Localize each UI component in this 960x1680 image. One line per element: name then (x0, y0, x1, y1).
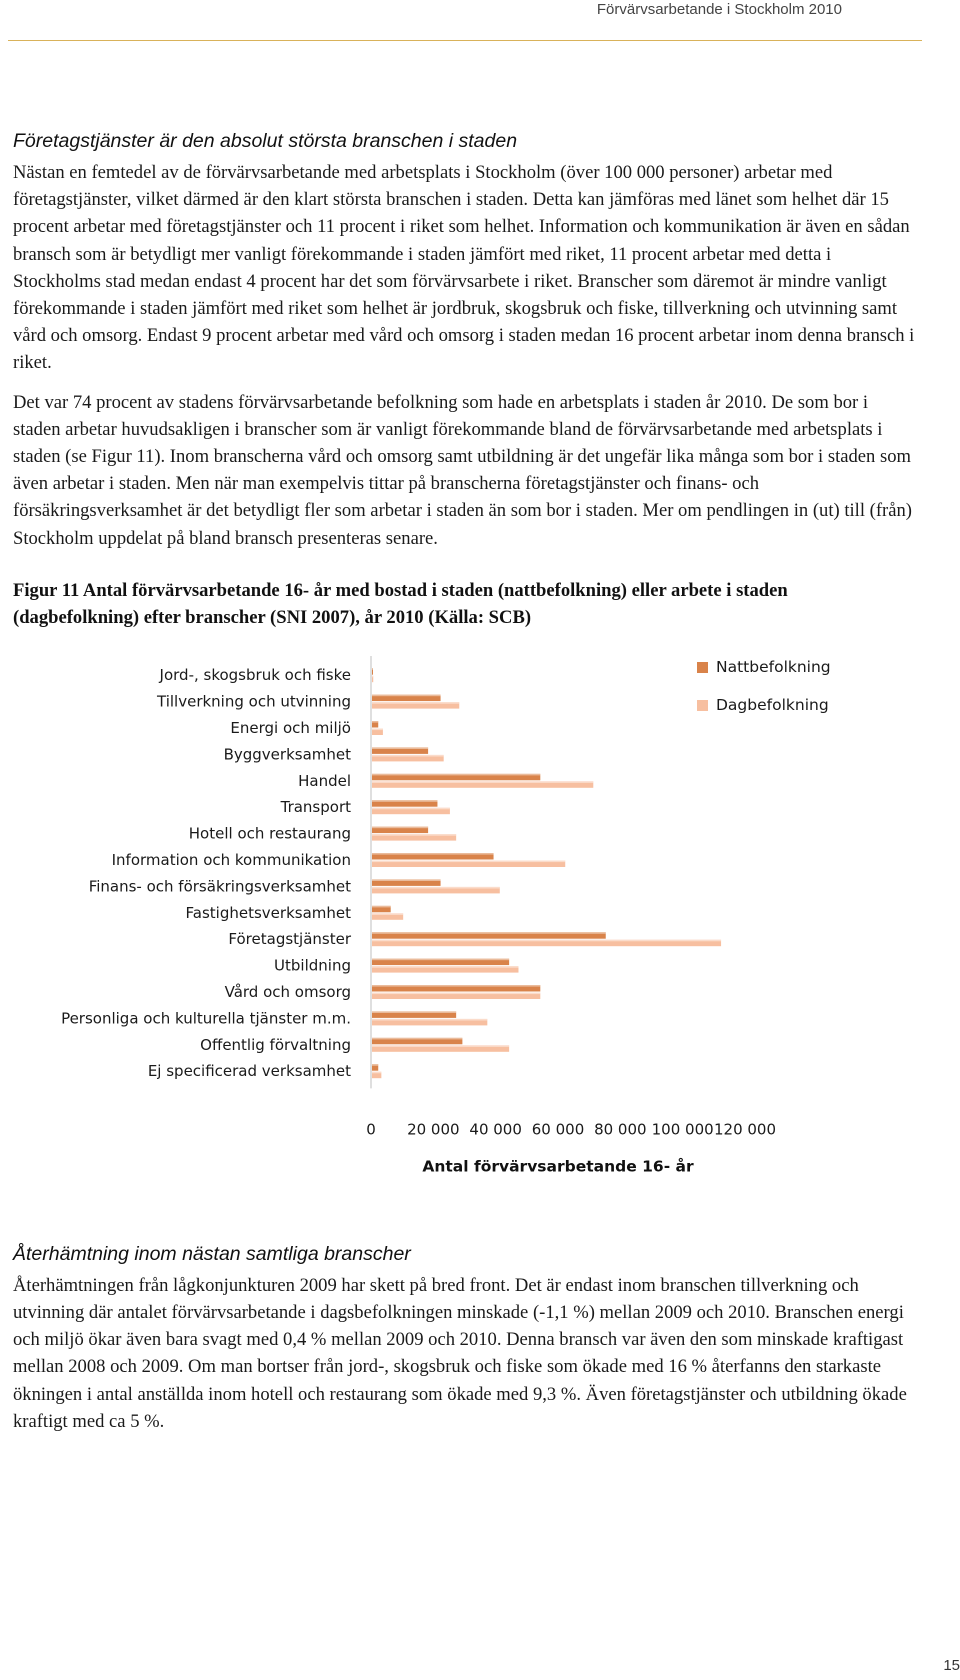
x-tick-label: 120 000 (713, 1120, 777, 1139)
category-label: Jord-, skogsbruk och fiske (159, 666, 351, 685)
bar-highlight (372, 834, 456, 836)
bar-highlight (372, 774, 540, 776)
section-heading-2: Återhämtning inom nästan samtliga branscher (13, 1242, 411, 1265)
bar-highlight (372, 853, 494, 855)
category-label: Ej specificerad verksamhet (147, 1062, 351, 1081)
bar-highlight (372, 1038, 462, 1040)
bar-highlight (372, 966, 518, 968)
bar-highlight (372, 1011, 456, 1013)
bar-highlight (372, 985, 540, 987)
x-tick-label: 0 (366, 1120, 376, 1139)
category-label: Tillverkning och utvinning (157, 692, 351, 711)
chart-container (13, 645, 915, 1195)
bar-highlight (372, 781, 593, 783)
bar-highlight (372, 992, 540, 994)
category-label: Offentlig förvaltning (200, 1035, 351, 1054)
bar-highlight (372, 913, 403, 915)
bar-highlight (372, 1019, 487, 1021)
x-axis-label: Antal förvärvsarbetande 16- år (422, 1157, 694, 1176)
header-rule (8, 40, 922, 41)
bar-highlight (372, 1064, 378, 1066)
figure-caption: Figur 11 Antal förvärvsarbetande 16- år med bostad i staden (nattbefolkning) eller arbete i staden (dagbefolkning) efter branscher (SNI 2007), år 2010 (Källa: SCB) (13, 579, 788, 628)
x-tick-label: 80 000 (594, 1120, 647, 1139)
bar-highlight (372, 676, 373, 678)
category-label: Finans- och försäkringsverksamhet (88, 877, 351, 896)
section-2 (13, 1243, 915, 1435)
bar-highlight (372, 906, 391, 908)
bar-highlight (372, 1072, 381, 1074)
legend-label: Nattbefolkning (716, 657, 831, 676)
x-tick-label: 100 000 (651, 1120, 714, 1139)
x-tick-label: 20 000 (407, 1120, 460, 1139)
running-header: Förvärvsarbetande i Stockholm 2010 (596, 1, 842, 18)
category-label: Handel (298, 771, 351, 790)
section-heading-1: Företagstjänster är den absolut största branschen i staden (13, 130, 518, 152)
category-label: Företagstjänster (228, 930, 351, 949)
category-label: Utbildning (274, 956, 351, 975)
bar-highlight (372, 702, 459, 704)
category-label: Byggverksamhet (223, 745, 351, 764)
bar-highlight (372, 887, 500, 889)
bar-highlight (372, 755, 444, 757)
bar-highlight (372, 958, 509, 960)
legend-swatch (697, 700, 708, 711)
legend-label: Dagbefolkning (716, 695, 829, 714)
page-number: 15 (943, 1657, 960, 1674)
paragraph-2: Det var 74 procent av stadens förvärvsarbetande befolkning som hade en arbetsplats i staden år 2010. De som bor i staden arbetar huvudsakligen i branscher som är vanligt förekommande bland de förvärvsarbetande med arbetsplats i staden (se Figur 11). Inom branscherna vård och omsorg samt utbildning är det ungefär lika många som bor i staden som även arbetar i staden. Men när man exempelvis tittar på branscherna företagstjänster och finans- och försäkringsverksamhet är det betydligt fler som arbetar i staden än som bor i staden. Mer om pendlingen in (ut) till (från) Stockholm uppdelat på bland bransch presenteras senare. (13, 391, 912, 549)
category-label: Energi och miljö (230, 718, 351, 737)
bar-highlight (372, 747, 428, 749)
x-tick-label: 40 000 (469, 1120, 522, 1139)
bar-highlight (372, 940, 721, 942)
bar-highlight (372, 808, 450, 810)
bar-highlight (372, 932, 606, 934)
bar-highlight (372, 800, 437, 802)
category-label: Hotell och restaurang (188, 824, 351, 843)
bar-highlight (372, 879, 441, 881)
category-label: Fastighetsverksamhet (185, 903, 351, 922)
bar-highlight (372, 860, 565, 862)
bar-highlight (372, 826, 428, 828)
category-label: Personliga och kulturella tjänster m.m. (61, 1009, 351, 1028)
bar-chart (13, 645, 915, 1195)
x-tick-label: 60 000 (531, 1120, 585, 1139)
bar-highlight (372, 721, 378, 723)
category-label: Vård och omsorg (224, 982, 351, 1001)
bar-highlight (372, 728, 383, 730)
legend-swatch (697, 662, 708, 673)
bar-highlight (372, 1045, 509, 1047)
page-content (13, 130, 915, 1435)
category-label: Information och kommunikation (111, 850, 351, 869)
paragraph-3: Återhämtningen från lågkonjunkturen 2009 har skett på bred front. Det är endast inom branschen tillverkning och utvinning där antalet förvärvsarbetande i dagsbefolkningen minskade (-1,1 %) mellan 2009 och 2010. Branschen energi och miljö ökar även bara svagt med 0,4 % mellan 2009 och 2010. Denna bransch var även den som minskade kraftigast mellan 2008 och 2009. Om man bortser från jord-, skogsbruk och fiske som ökade med 16 % återfanns den starkaste ökningen i antal anställda inom hotell och restaurang som ökade med 9,3 %. Även företagstjänster och utbildning ökade kraftigt med ca 5 %. (13, 1274, 907, 1432)
paragraph-1: Nästan en femtedel av de förvärvsarbetande med arbetsplats i Stockholm (över 100 000 personer) arbetar med företagstjänster, vilket därmed är den klart största branschen i staden. Detta kan jämföras med länet som helhet där 15 procent arbetar med företagstjänster och 11 procent i riket som helhet. Information och kommunikation är även en sådan bransch som är betydligt mer vanligt förekommande i staden jämfört med riket, 11 procent arbetar med detta i Stockholms stad medan endast 4 procent har det som förvärvsarbete i riket. Branscher som däremot är mindre vanligt förekommande i staden jämfört med riket som helhet är jordbruk, skogsbruk och fiske, tillverkning och utvinning samt vård och omsorg. Endast 9 procent arbetar med vård och omsorg i staden medan 16 procent arbetar inom denna bransch i riket. (13, 162, 915, 374)
bar-highlight (372, 694, 441, 696)
bar-highlight (372, 668, 373, 670)
category-label: Transport (280, 798, 351, 817)
